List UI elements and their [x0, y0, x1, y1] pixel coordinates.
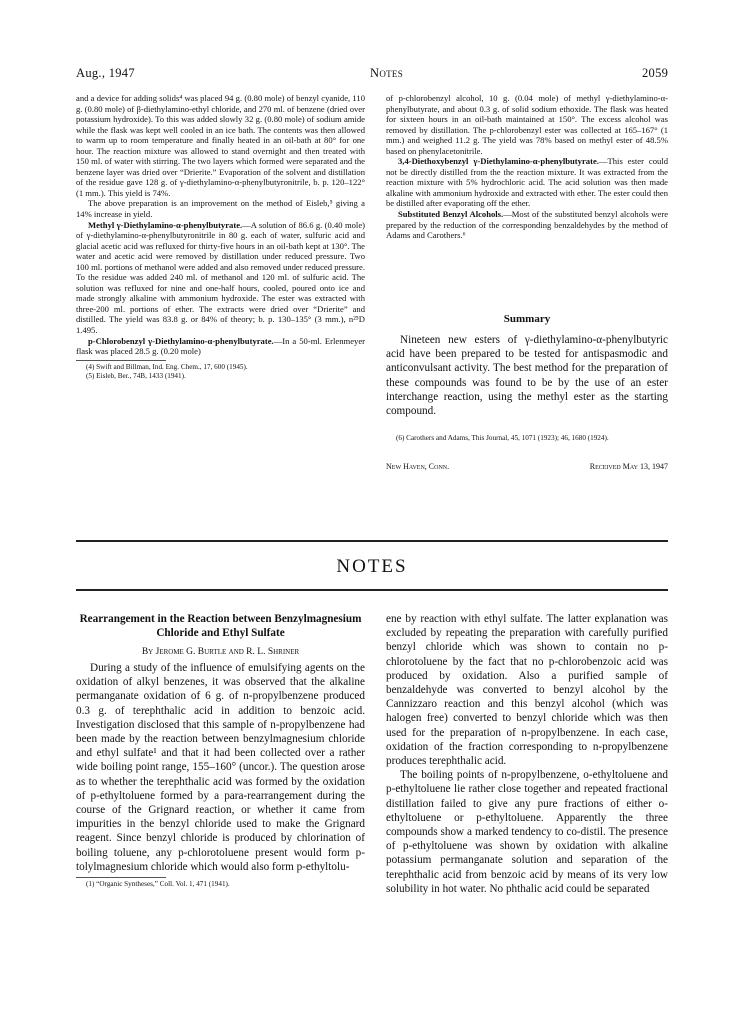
running-header-date: Aug., 1947 — [76, 66, 135, 80]
paragraph: of p-chlorobenzyl alcohol, 10 g. (0.04 mole) of methyl γ-diethylamino-α-phenylbutyrate, and about 0.3 g. of solid sodium ethoxide. The flask was heated for sixteen hours in an oil-bath maintained at 150°. The excess alcohol was removed by distillation. The p-chlorobenzyl ester was collected at 165–167° (1 mm.) and weighed 11.2 g. The yield was 78% based on methyl ester of 48.5% based on phenylacetonitrile. — [386, 93, 668, 156]
article-title: Rearrangement in the Reaction between Benzylmagnesium Chloride and Ethyl Sulfate — [79, 613, 362, 639]
paragraph: During a study of the influence of emulsifying agents on the oxidation of alkyl benzenes, it was observed that the alkaline permanganate oxidation of 6 g. of n-propylbenzene produced 0.3 g. of terephthalic acid in addition to benzoic acid. Investigation disclosed that this sample of n-propylbenzene had been made by the reaction between benzylmagnesium chloride and ethyl sulfate¹ and that it had been collected over a rather wide boiling point range, 155–160° (uncor.). The question arose as to whether the terephthalic acid was formed by the oxidation of p-ethyltoluene formed by a para-rearrangement during the course of the Grignard reaction, or whether it came from impurities in the benzyl chloride used to make the Grignard reagent. Since benzyl chloride is produced by chlorination of boiling toluene, any p-chlorotoluene present would form p-tolylmagnesium chloride which would also form p-ethyltolu- — [76, 662, 365, 873]
running-header-title: Notes — [370, 66, 404, 80]
paragraph-text: —In a 50-ml. Erlenmeyer flask was placed 28.5 g. (0.20 mole) — [76, 335, 365, 357]
article-left-column — [76, 612, 365, 890]
section-rule-top — [76, 540, 668, 542]
summary-text: Nineteen new esters of γ-diethylamino-α-phenylbutyric acid have been prepared to be tested for antispasmodic and anticonvulsant activity. The best method for the preparation of these compounds was found to be by the use of an ester interchange reaction, using the methyl ester as the starting compound. — [386, 334, 668, 418]
notes-heading: NOTES — [336, 556, 408, 577]
section-subheading: Substituted Benzyl Alcohols. — [398, 209, 504, 220]
article-right-column — [386, 612, 668, 896]
footnote: (1) “Organic Syntheses,” Coll. Vol. 1, 471 (1941). — [86, 880, 230, 889]
top-left-column — [76, 93, 365, 382]
paragraph — [76, 220, 365, 336]
paragraph: and a device for adding solids⁴ was placed 94 g. (0.80 mole) of benzyl cyanide, 110 g. (0.80 mole) of β-diethylamino-ethyl chloride, and 270 ml. of benzene (dried over potassium hydroxide). To this was added slowly 32 g. (0.80 mole) of sodium amide while the flask was kept well cooled in an ice bath. The contents was then allowed to warm up to room temperature and finally heated in an oil-bath at 80° for one hour. The reaction mixture was allowed to stand overnight and then treated with 150 ml. of water with stirring. The two layers which formed were separated and the benzene layer was dried over “Drierite.” Evaporation of the solvent and distillation of the residue gave 128 g. of γ-diethylamino-α-phenylbutyronitrile, b. p. 120–122° (1 mm.). This yield is 74%. — [76, 93, 365, 198]
paragraph: The above preparation is an improvement on the method of Eisleb,⁵ giving a 14% increase in yield. — [76, 198, 365, 220]
paragraph — [76, 336, 365, 357]
paragraph-text: —This ester could not be directly distilled from the the reaction mixture. It was extracted from the reaction mixture with 5% hydrochloric acid. The acid solution was then made alkaline with ammonium hydroxide and extracted with ether. The ester could then be distilled after evaporating off the ether. — [386, 156, 668, 209]
paragraph — [386, 209, 668, 241]
paragraph: ene by reaction with ethyl sulfate. The latter explanation was excluded by repeating the preparation with carefully purified benzyl chloride which was shown to contain no p-chlorotoluene by the fact that no p-chlorobenzoic acid was produced by oxidation. Also a purified sample of benzaldehyde was converted to benzyl alcohol by the Cannizzaro reaction and this benzyl alcohol (which was halogen free) converted to benzyl chloride which was then used for the preparation of n-propylbenzene. In each case, oxidation of the fraction corresponding to n-propylbenzene produces terephthalic acid. — [386, 613, 668, 768]
page-number: 2059 — [642, 66, 669, 80]
section-subheading: p-Chlorobenzyl γ-Diethylamino-α-phenylbutyrate. — [88, 335, 274, 346]
footnote-rule — [76, 877, 166, 878]
top-right-footnotes — [386, 434, 668, 444]
footnote: (4) Swift and Billman, Ind. Eng. Chem., 17, 600 (1945). — [86, 362, 248, 371]
footnote: (5) Eisleb, Ber., 74B, 1433 (1941). — [86, 372, 186, 381]
article-byline: By Jerome G. Burtle and R. L. Shriner — [141, 647, 300, 657]
summary-block — [386, 333, 668, 418]
top-right-column — [386, 93, 668, 241]
dateline — [386, 462, 668, 471]
section-rule-bottom — [76, 589, 668, 591]
paragraph: The boiling points of n-propylbenzene, o-ethyltoluene and p-ethyltoluene lie rather close together and repeated fractional distillation failed to give any pure fractions of either o-ethyltoluene or p-ethyltoluene. Apparently the three compounds show a marked tendency to co-distil. The presence of p-ethyltoluene was shown by oxidation with alkaline potassium permanganate solution and separation of the terephthalic acid from benzoic acid by means of its very low solubility in hot water. No phthalic acid could be separated — [386, 769, 668, 895]
section-subheading: 3,4-Diethoxybenzyl γ-Diethylamino-α-phenylbutyrate. — [398, 156, 599, 167]
place-line: New Haven, Conn. — [386, 462, 450, 471]
footnote: (6) Carothers and Adams, This Journal, 45, 1071 (1923); 46, 1680 (1924). — [396, 434, 609, 442]
footnote-rule — [76, 360, 166, 361]
received-line: Received May 13, 1947 — [589, 462, 668, 471]
summary-heading: Summary — [503, 313, 551, 325]
paragraph-text: —A solution of 86.6 g. (0.40 mole) of γ-diethylamino-α-phenylbutyronitrile in 80 g. each of water, sulfuric acid and glacial acetic acid was refluxed for thirty-five hours in an oil-bath kept at 130°. The water and acetic acid were removed by distillation under reduced pressure. Two 100 ml. portions of methanol were added and also removed under reduced pressure. To the residue was added 240 ml. of methanol and 120 ml. of sulfuric acid. The solution was refluxed for nine and one-half hours, cooled, poured onto ice and made strongly alkaline with ammonium hydroxide. The ester was extracted with three-200 ml. portions of ether. The extracts were dried over “Drierite” and distilled. The yield was 83.8 g. or 84% of theory; b. p. 130–135° (3 mm.), n²⁵D 1.495. — [76, 219, 365, 336]
paragraph-text: —Most of the substituted benzyl alcohols were prepared by the reduction of the corresponding benzaldehydes by the method of Adams and Carothers.⁶ — [386, 209, 669, 241]
paragraph — [386, 156, 668, 209]
section-subheading: Methyl γ-Diethylamino-α-phenylbutyrate. — [88, 219, 243, 230]
